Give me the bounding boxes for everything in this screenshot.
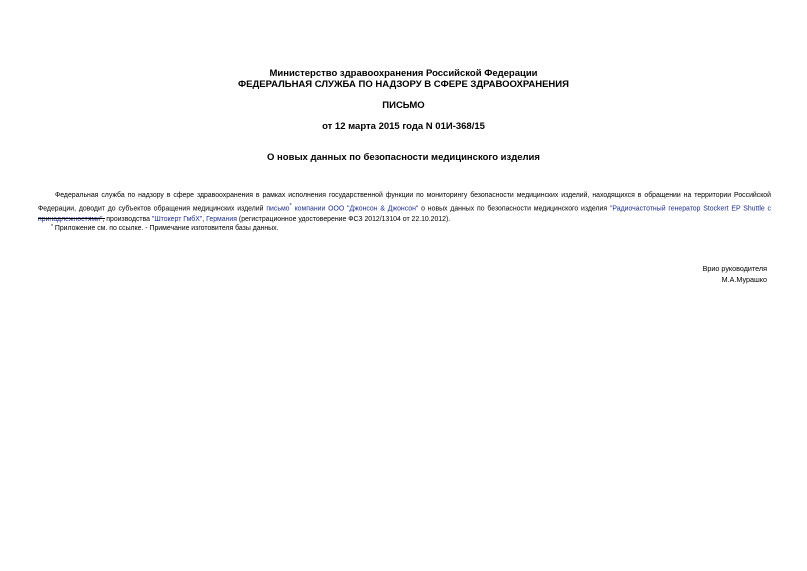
footnote-reference[interactable]: * [289, 202, 292, 209]
footnote-mark: * [51, 224, 53, 230]
document-subject: О новых данных по безопасности медицинского изделия [267, 152, 540, 163]
body-text-part5: (регистрационное удостоверение ФСЗ 2012/13104 от 22.10.2012). [237, 216, 451, 224]
body-paragraph [38, 190, 771, 225]
service-name: ФЕДЕРАЛЬНАЯ СЛУЖБА ПО НАДЗОРУ В СФЕРЕ ЗДРАВООХРАНЕНИЯ [238, 79, 569, 90]
link-letter[interactable]: письмо [266, 205, 290, 213]
document-type: ПИСЬМО [382, 100, 425, 111]
signature-block [703, 263, 767, 285]
footnote-text: Приложение см. по ссылке. - Примечание изготовителя базы данных. [52, 225, 279, 232]
footnote [51, 222, 278, 234]
link-device[interactable]: "Радиочастотный генератор Stockert EP Shuttle с принадлежностями" [38, 205, 771, 224]
body-text-part3: , производства [102, 216, 152, 224]
link-country[interactable]: Германия [206, 216, 237, 224]
link-company[interactable]: компании ООО "Джонсон & Джонсон" [294, 205, 419, 213]
signatory-position: Врио руководителя [702, 264, 767, 273]
signatory-name: М.А.Мурашко [721, 275, 767, 284]
ministry-name: Министерство здравоохранения Российской Федерации [269, 68, 538, 79]
link-manufacturer[interactable]: "Штокерт ГмбХ" [151, 216, 203, 224]
body-text-part1: Федеральная служба по надзору в сфере здравоохранения в рамках исполнения государственной функции по мониторингу безопасности медицинских изделий, находящихся в обращении на территории Российской Федерации, доводит до субъектов обращения медицинских изделий [38, 191, 771, 213]
document-date-number: от 12 марта 2015 года N 01И-368/15 [322, 121, 485, 132]
body-text-part2: о новых данных по безопасности медицинского изделия [418, 205, 610, 213]
body-text-part4: , [202, 216, 207, 224]
footnote-divider [38, 218, 105, 219]
